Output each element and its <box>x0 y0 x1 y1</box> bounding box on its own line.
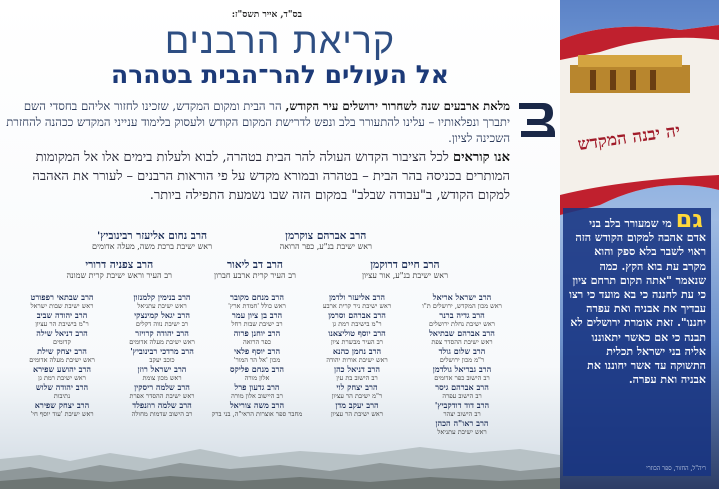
rabbi-list-item <box>112 328 212 346</box>
rabbi-title: כוכב יעקב <box>149 356 175 364</box>
rabbi-title: ר"מ ישיבת הר עציון <box>331 392 383 400</box>
rabbi-name: הרב דניאל כהן <box>334 364 380 374</box>
rabbi-title: אלון מורה <box>244 374 270 382</box>
rabbi-list-item <box>12 292 112 310</box>
rabbi-list-item <box>112 310 212 328</box>
rabbi-name: הרב דוד דודקביץ' <box>434 400 490 410</box>
rabbi-title: ראש ישיבת רמת גן <box>38 374 86 382</box>
sidebar-quote-text: מי שמעורר בלב בני אדם אהבה למקום הקודש הזה ראוי לשבר בלא ספק והוא מקרב עת בוא הקץ. כמה שנאמר "אתה תקום תרחם ציון כי עת לחננה כי בא מועד כי רצו עבדיך את אבניה ואת עפרה יחננו". זאת אומרת ירושלים לא תבנה כי אם כאשר יתאוננו אליה בני ישראל תכלית התשוקה עד אשר יחוננו את אבניה ואת עפרה. <box>569 217 706 387</box>
rabbi-title: רב הישוב בת עין <box>336 374 378 382</box>
rabbi-title: מחבר ספר אוצרות הראי"ה, בני ברק <box>211 410 303 418</box>
rabbi-title: רב העיר מבשרת ציון <box>330 338 383 346</box>
dateline: בס"ד, אייר תשס"ז: <box>231 10 302 20</box>
rabbi-name: הרב אליעזר ולדמן <box>328 292 386 302</box>
rabbi-title: ר"מ מכון ירושלים <box>439 356 485 364</box>
page-title: קריאת הרבנים <box>164 21 396 62</box>
rabbi-list-item <box>12 346 112 364</box>
rabbi-name: הרב מרדכי רבינוביץ' <box>130 346 194 356</box>
rabbi-title: ראש ישיבת ניר קרית ארבע <box>322 302 392 310</box>
rabbi-signature: הרב צפניה דרורי רב העיר וראש ישיבת קרית שמונה <box>66 259 172 280</box>
appeal-body: לכל הציבור הקדוש העולה להר הבית בטהרה, לבוא ולעלות בימים אלו אל המקומות המותרים בכניסה בהר הבית – בטהרה ובמורא מקדש על פי הוראות הרבנים – לעורר את האהבה למקום הקודש, ב"עבודה שבלב" במקום הזה שבו נשמעת התפילה ביותר. <box>32 150 510 203</box>
rabbi-list-item <box>12 328 112 346</box>
rabbi-name: הרב שלמה רוזנפלד <box>132 400 192 410</box>
rabbi-name: הרב בנימין קלמנזון <box>133 292 191 302</box>
rabbi-list-item <box>412 346 512 364</box>
rabbi-title: ראש ישיבת ההסדר אפרת <box>129 392 195 400</box>
flag-text: יה יבנה המקדש <box>576 120 682 156</box>
rabbi-name: הרב יגאל קמינצקי <box>134 310 190 320</box>
rabbi-list-item <box>112 382 212 400</box>
rabbi-name: הרב גדעון פרל <box>234 382 280 392</box>
rabbi-list-item <box>207 346 307 364</box>
rabbi-name: הרב יוסף פלאי <box>233 346 281 356</box>
rabbi-title: ראש כולל 'חמדת ארץ' <box>228 302 286 310</box>
rabbi-signature: הרב דב ליאור רב העיר קרית ארבע חברון <box>213 259 296 280</box>
sidebar-quote-credit: ריה"ל, החזור, ספר הכוזרי <box>646 465 706 472</box>
rabbi-title: ראש ישיבת נחלת ירושלים <box>429 320 495 328</box>
rabbi-name: הרב אברהם גיסר <box>435 382 489 392</box>
rabbi-name: הרב משה צוריאל <box>229 400 285 410</box>
rabbi-list-item <box>412 400 512 418</box>
rabbi-title: ר"מ בישיבת רמת גן <box>332 320 382 328</box>
rabbi-name: הרב אברהם שבתיאל <box>429 328 495 338</box>
sidebar-quote <box>563 205 711 387</box>
rabbi-list-item <box>307 400 407 418</box>
rabbi-list-item <box>207 328 307 346</box>
rabbi-list-item <box>307 328 407 346</box>
sidebar-quote-lead: גם <box>675 205 703 233</box>
rabbi-title: ראש ישיבת מעלה אדומים <box>29 356 95 364</box>
rabbi-list-item <box>12 310 112 328</box>
rabbi-list-item <box>207 400 307 418</box>
rabbi-list-item <box>207 364 307 382</box>
rabbi-title: ראש ישיבת שבות ישראל <box>30 302 94 310</box>
rabbi-list-item <box>412 310 512 328</box>
rabbi-list-item <box>12 400 112 418</box>
rabbi-title: קדומים <box>53 338 71 346</box>
rabbi-name: הרב ראו"ה הכהן <box>435 418 489 428</box>
rabbi-title: ראש ישיבת הר עציון <box>330 410 384 418</box>
rabbi-name: הרב דניאל שילה <box>36 328 88 338</box>
intro-lead: מלאת ארבעים שנה לשחרור ירושלים עיר הקודש, <box>285 99 510 113</box>
rabbi-name: הרב ישראל אריאל <box>432 292 492 302</box>
rabbi-name: הרב יהושע שפירא <box>32 364 92 374</box>
rabbi-name: הרב יהודה שלוש <box>35 382 89 392</box>
rabbi-name: הרב יוסף טוליצאנו <box>328 328 386 338</box>
rabbi-list-item <box>207 310 307 328</box>
rabbi-signature: הרב נחום אליעזר רבינוביץ' ראש ישיבת ברכת משה, מעלה אדומים <box>92 230 212 251</box>
rabbi-list-item <box>307 364 407 382</box>
decorative-initial-icon <box>513 95 559 141</box>
rabbi-list-item <box>12 364 112 382</box>
rabbi-list-item <box>307 292 407 310</box>
rabbi-list-item <box>307 346 407 364</box>
rabbi-list-item <box>207 382 307 400</box>
rabbi-name: הרב יצחק לוי <box>336 382 378 392</box>
appeal-lead: אנו קוראים <box>453 150 510 165</box>
rabbi-title: כפר הרואה <box>242 338 272 346</box>
rabbi-list-item <box>412 364 512 382</box>
rabbi-name: הרב יצחק שילת <box>37 346 87 356</box>
rabbi-title: רב ישיבת נווה דקלים <box>135 320 189 328</box>
intro-body: הר הבית ומקום המקדש, שזכינו לחזור אליהם בחסדי השם יתברך ונפלאותיו – עלינו להתעורר בלב ונפש לדרישת המקום הקודש ולעסוק בלימוד ענייני המקדש ככהנה להחזרת השכינה לציון. <box>6 99 510 145</box>
rabbi-list-item <box>412 382 512 400</box>
rabbi-name: הרב שלמה ריסקין <box>134 382 190 392</box>
rabbi-title: ראש ישיבת מעלה אדומים <box>129 338 195 346</box>
rabbi-list-item <box>207 292 307 310</box>
rabbi-list-item <box>112 364 212 382</box>
jerusalem-skyline-image <box>0 419 560 489</box>
rabbi-title: נתיבות <box>53 392 71 400</box>
appeal-paragraph <box>20 148 510 205</box>
rabbi-title: מכון 'אל הר המור' <box>233 356 281 364</box>
rabbi-title: ראש ישיבת 'עוד יוסף חי' <box>30 410 94 418</box>
rabbi-title: רב ישיבת שבות רחל <box>231 320 283 328</box>
rabbi-title: רב הישוב עפרה <box>442 392 482 400</box>
rabbi-title: רב היישוב אלון מורה <box>231 392 283 400</box>
rabbi-name: הרב מנחם פליקס <box>229 364 285 374</box>
rabbi-list-item <box>112 400 212 418</box>
rabbi-list-item <box>112 346 212 364</box>
rabbi-name: הרב מנחם מקובר <box>230 292 284 302</box>
rabbi-title: רב הישוב כפר אדומים <box>434 374 490 382</box>
rabbi-list-item <box>412 292 512 310</box>
rabbi-name: הרב יוחנן פרוה <box>233 328 281 338</box>
rabbi-title: ר"מ בישיבת הר עציון <box>35 320 89 328</box>
rabbi-list-item <box>307 382 407 400</box>
rabbi-title: ראש ישיבת אורות יהודה <box>326 356 388 364</box>
rabbi-list-item <box>12 382 112 400</box>
rabbi-name: הרב יהודה קרויזר <box>135 328 189 338</box>
rabbi-list-item <box>112 292 212 310</box>
rabbi-title: רב הישוב שדמות מחולה <box>131 410 193 418</box>
rabbi-name: הרב אברהם וסרמן <box>328 310 386 320</box>
rabbi-signature: הרב אברהם צוקרמן ראש ישיבת בנ"ע, כפר הרואה <box>279 230 372 251</box>
sidebar-quote-box <box>563 205 711 476</box>
rabbi-name: הרב ישראל רוזן <box>137 364 187 374</box>
rabbi-name: הרב נחמן כהנא <box>332 346 382 356</box>
rabbi-title: ראש ישיבת עתניאל <box>137 302 187 310</box>
intro-paragraph <box>0 98 510 146</box>
rabbi-title: ראש מכון המקדש, ירושלים ת"ו <box>422 302 502 310</box>
rabbi-title: ראש ישיבת ההסדר צפת <box>431 338 493 346</box>
rabbi-list-item <box>307 310 407 328</box>
rabbi-name: הרב גבריאל גולדמן <box>432 364 492 374</box>
page-subtitle: אל העולים להר־הבית בטהרה <box>111 60 449 89</box>
rabbi-name: הרב יהודה שביב <box>36 310 88 320</box>
rabbi-name: הרב שלום גולד <box>438 346 486 356</box>
rabbi-title: ראש ישיבת עתניאל <box>437 428 487 436</box>
rabbi-name: הרב יעקב מדן <box>335 400 379 410</box>
rabbi-title: רב הישוב יצהר <box>443 410 481 418</box>
rabbi-name: הרב יצחק שפירא <box>34 400 90 410</box>
rabbi-name: הרב גדיה ברנר <box>439 310 485 320</box>
rabbi-name: הרב בן ציון עמר <box>231 310 283 320</box>
rabbi-title: ראש מכון צומת <box>142 374 182 382</box>
rabbi-signature: הרב חיים דרוקמן ראש ישיבת בנ"ע, אור עציון <box>361 259 448 280</box>
rabbi-list-item <box>412 328 512 346</box>
rabbi-name: הרב שבתאי רפפורט <box>30 292 94 302</box>
